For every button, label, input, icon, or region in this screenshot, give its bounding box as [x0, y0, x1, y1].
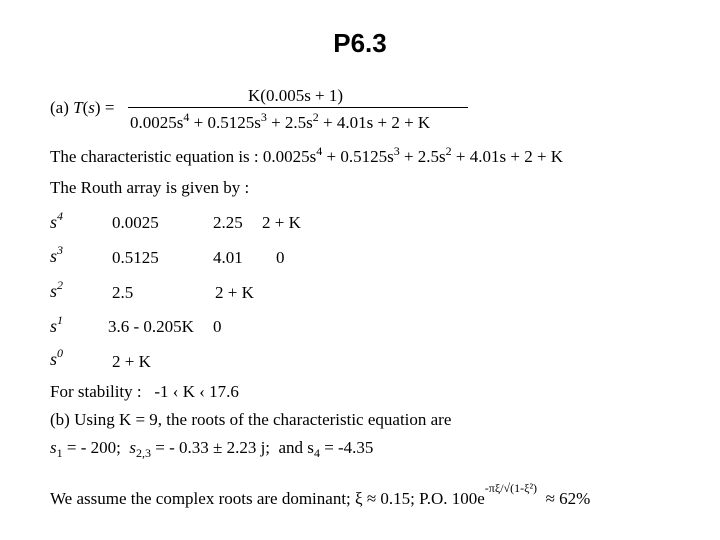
routh-intro: The Routh array is given by : — [50, 178, 250, 197]
characteristic-equation: The characteristic equation is : $0.0025s^4 + 0.5125s^3 + 2.5s^2 + 4.01s + 2 + K$ — [50, 144, 564, 166]
routh-cell: 0 — [276, 248, 285, 267]
routh-cell: 2.5 — [112, 283, 134, 302]
page-title: P6.3 — [333, 28, 387, 58]
routh-row-symbol: $s^3$ — [50, 243, 64, 266]
routh-cell: 0.5125 — [112, 248, 159, 267]
routh-row-symbol: $s^0$ — [50, 346, 64, 369]
routh-cell: 2 + K — [112, 352, 151, 371]
part-a-label: (a) — [50, 98, 69, 117]
routh-row-symbol: $s^2$ — [50, 278, 64, 301]
stability-condition: For stability : -1 ‹ K ‹ 17.6 — [50, 382, 239, 401]
overshoot-exponent: -πξ/√(1-ξ²) — [484, 481, 538, 495]
routh-cell: 2 + K — [215, 283, 254, 302]
routh-cell: 4.01 — [213, 248, 243, 267]
routh-cell: 2.25 — [213, 213, 243, 232]
transfer-function-variable: s — [88, 98, 95, 117]
overshoot-result: ≈ 62% — [545, 489, 591, 508]
transfer-function-numerator: K(0.005s + 1) — [248, 86, 344, 105]
routh-cell: 0.0025 — [112, 213, 159, 232]
roots-line: $s_1$ = - 200; $s_{2,3}$ = - 0.33 ± 2.23 j; and $s_4 = -4.35$ — [50, 438, 374, 460]
routh-row-symbol: $s^4$ — [50, 209, 64, 232]
transfer-function-symbol: T — [73, 98, 83, 117]
routh-row-symbol: $s^1$ — [50, 313, 64, 336]
dominant-roots-assumption: We assume the complex roots are dominant; ξ ≈ 0.15; P.O. $100e^{-\pi\xi/√(1-\xi^2)} \approx 62\%$ — [50, 481, 591, 508]
routh-cell: 0 — [213, 317, 222, 336]
part-b-statement: (b) Using K = 9, the roots of the characteristic equation are — [50, 410, 452, 429]
transfer-function-denominator: $0.0025s^4 + 0.5125s^3 + 2.5s^2 + 4.01s + 2 + K$ — [130, 110, 431, 132]
transfer-function-lhs: (a) T(s) = — [50, 98, 115, 117]
routh-cell: 2 + K — [262, 213, 301, 232]
fraction-bar — [128, 107, 468, 108]
routh-cell: 3.6 - 0.205K — [108, 317, 194, 336]
equals-sign: = — [104, 98, 115, 117]
